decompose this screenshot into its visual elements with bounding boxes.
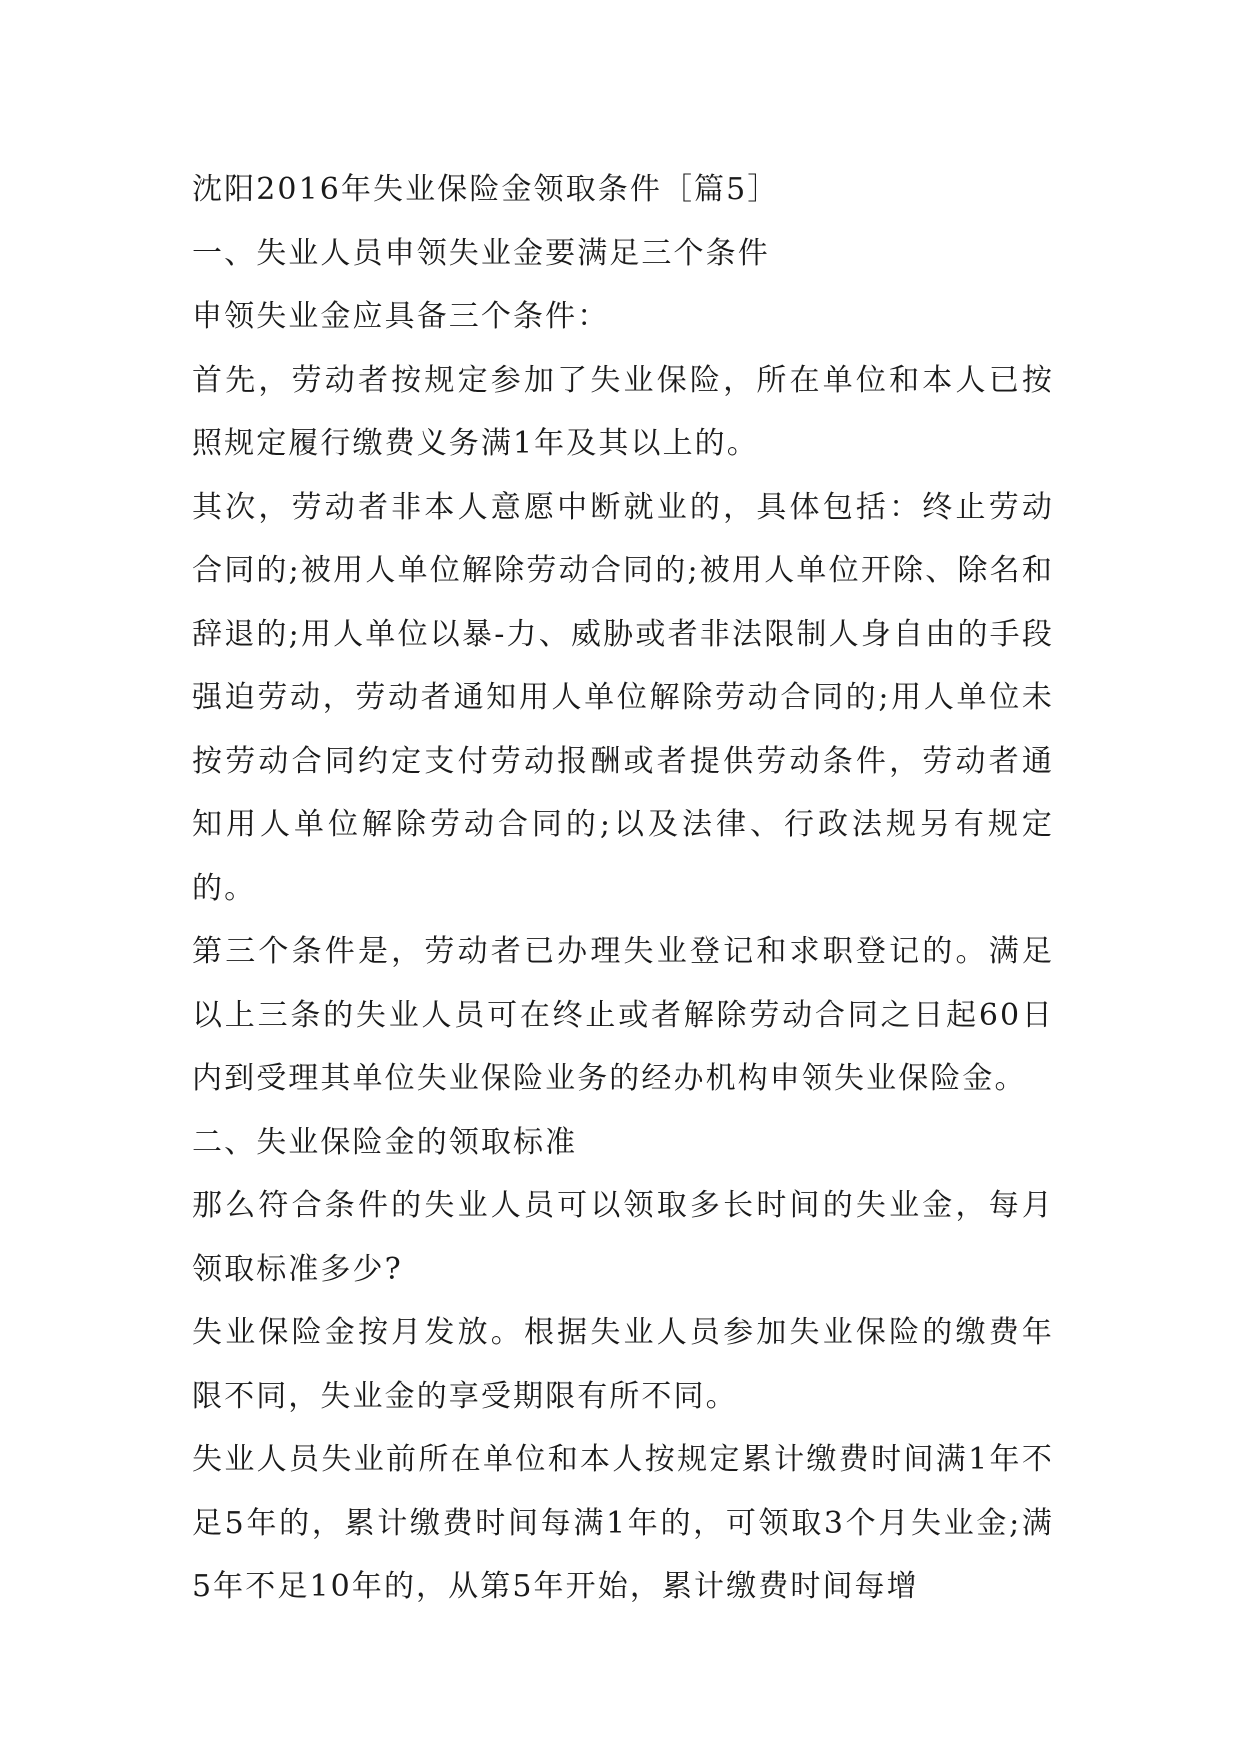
paragraph: 申领失业金应具备三个条件：	[192, 299, 610, 334]
paragraph: 失业人员失业前所在单位和本人按规定累计缴费时间满1年不足5年的，累计缴费时间每满1年的，可领取3个月失业金;满5年不足10年的，从第5年开始，累计缴费时间每增	[192, 1442, 1054, 1604]
section-heading-conditions: 一、失业人员申领失业金要满足三个条件	[192, 235, 770, 271]
paragraph: 首先，劳动者按规定参加了失业保险，所在单位和本人已按照规定履行缴费义务满1年及其以上的。	[192, 362, 1054, 461]
paragraph: 那么符合条件的失业人员可以领取多长时间的失业金，每月领取标准多少?	[192, 1188, 1054, 1287]
section-heading-standard: 二、失业保险金的领取标准	[192, 1124, 578, 1160]
document-title: 沈阳2016年失业保险金领取条件［篇5］	[192, 172, 780, 207]
document-page	[192, 158, 1054, 1619]
paragraph: 失业保险金按月发放。根据失业人员参加失业保险的缴费年限不同，失业金的享受期限有所不同。	[192, 1315, 1054, 1414]
paragraph: 第三个条件是，劳动者已办理失业登记和求职登记的。满足以上三条的失业人员可在终止或者解除劳动合同之日起60日内到受理其单位失业保险业务的经办机构申领失业保险金。	[192, 934, 1054, 1096]
paragraph: 其次，劳动者非本人意愿中断就业的，具体包括：终止劳动合同的;被用人单位解除劳动合同的;被用人单位开除、除名和辞退的;用人单位以暴-力、威胁或者非法限制人身自由的手段强迫劳动，劳动者通知用人单位解除劳动合同的;用人单位未按劳动合同约定支付劳动报酬或者提供劳动条件，劳动者通知用人单位解除劳动合同的;以及法律、行政法规另有规定的。	[192, 489, 1054, 906]
